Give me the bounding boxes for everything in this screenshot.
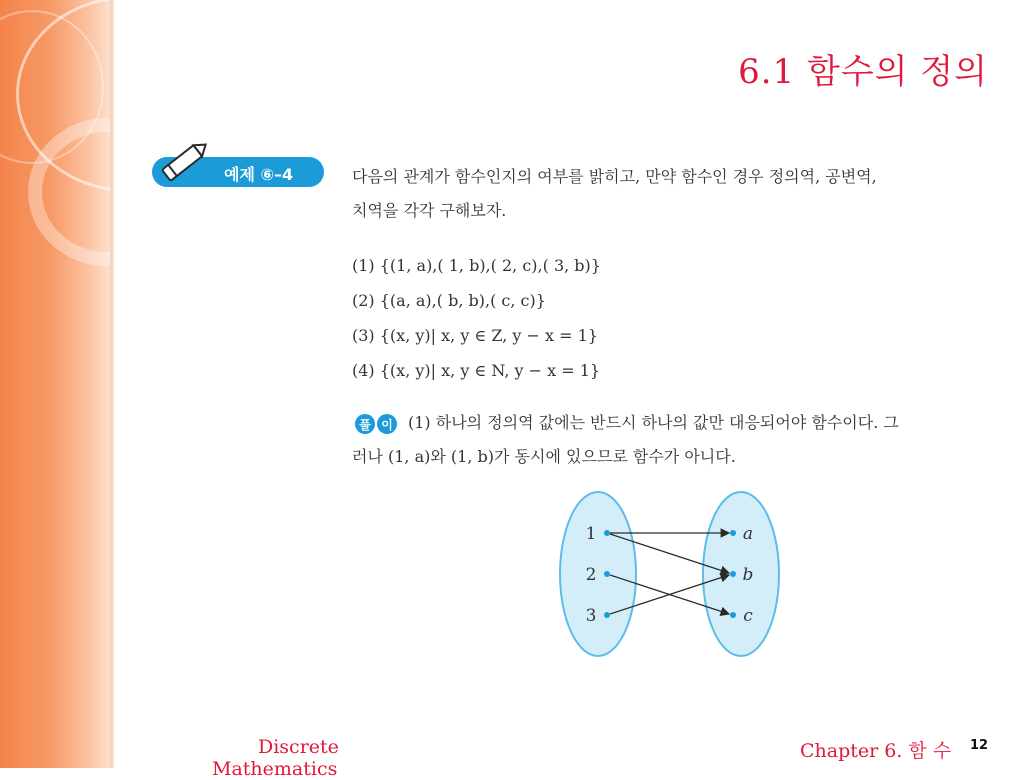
slide-title: 6.1 함수의 정의 [738,52,988,92]
codomain-point [730,571,736,577]
codomain-label: a [742,524,754,544]
problem-line: 치역을 각각 구해보자. [352,201,507,220]
codomain-point [730,530,736,536]
pencil-icon [156,140,214,184]
relation-item: (4) {(x, y)| x, y ∈ N, y − x = 1} [352,361,601,380]
problem-statement [352,160,992,228]
solution-line: 러나 (1, a)와 (1, b)가 동시에 있으므로 함수가 아니다. [352,447,736,466]
solution-text [352,406,998,474]
decorative-sidebar [0,0,113,768]
mapping-diagram [555,488,795,660]
domain-set [560,492,636,656]
codomain-point [730,612,736,618]
domain-label: 3 [585,606,597,626]
domain-point [604,530,610,536]
domain-label: 1 [585,524,597,544]
sidebar-divider [110,0,114,768]
footer-course: Mathematics [212,758,338,780]
solution-line: (1) 하나의 정의역 값에는 반드시 하나의 값만 대응되어야 함수이다. 그 [408,413,899,432]
relation-list [352,248,992,388]
footer-course: Discrete [258,736,339,758]
example-label: 예제 ⑥–4 [224,165,294,184]
codomain-label: b [742,565,754,585]
solution-label [354,413,402,437]
domain-point [604,612,610,618]
domain-point [604,571,610,577]
codomain-set [703,492,779,656]
footer-chapter: Chapter 6. 함 수 [800,740,952,762]
relation-item: (3) {(x, y)| x, y ∈ Z, y − x = 1} [352,326,598,345]
problem-line: 다음의 관계가 함수인지의 여부를 밝히고, 만약 함수인 경우 정의역, 공변역, [352,167,877,186]
domain-label: 2 [585,565,597,585]
codomain-label: c [743,606,753,626]
solution-label-char: 이 [381,418,393,432]
relation-item: (1) {(1, a),( 1, b),( 2, c),( 3, b)} [352,256,601,275]
relation-item: (2) {(a, a),( b, b),( c, c)} [352,291,546,310]
solution-label-char: 풀 [359,418,371,432]
page-number: 12 [970,738,989,753]
